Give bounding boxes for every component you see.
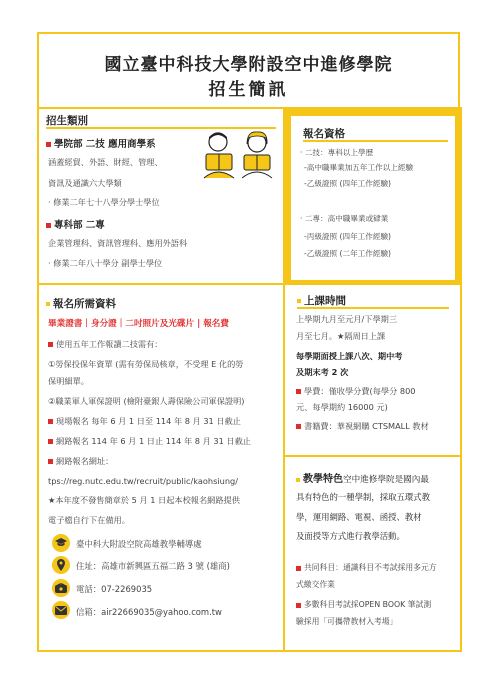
schedule-line: 學費：僅收學分費(每學分 800 [296, 385, 416, 397]
eligibility-line2: -高中職畢業加五年工作以上經驗 [304, 163, 414, 172]
schedule-line: 元、每學期約 16000 元) [296, 402, 388, 412]
left-frame-line [37, 107, 39, 283]
bullet-icon [46, 302, 50, 306]
bullet-icon [296, 478, 300, 482]
eligibility-line1: · 二技：專科以上學歷 [300, 148, 374, 157]
eligibility-line5: -丙級證照 (四年工作經驗) [304, 232, 392, 241]
documents-list: 畢業證書｜身分證｜二吋照片及光碟片 | 報名費 [48, 319, 229, 329]
features-line: 學，運用網路、電視、函授、教材 [296, 512, 422, 522]
college2-credit: · 修業二年八十學分 副學士學位 [48, 258, 163, 268]
eligibility-heading: 報名資格 [303, 128, 345, 140]
features-line: 驗採用「可攜帶教材入考場」 [296, 617, 398, 626]
contact-email[interactable]: 信箱：air22669035@yahoo.com.tw [76, 607, 222, 617]
documents-line: 網路報名網址： [48, 455, 113, 467]
eligibility-line6: -乙級證照 (二年工作經驗) [304, 249, 392, 258]
features-line: 及面授等方式進行教學活動。 [296, 531, 405, 541]
page-subtitle: 招生簡訊 [208, 80, 289, 100]
contact-org: 臺中科大附設空院高雄教學輔導處 [76, 539, 202, 549]
features-line: 共同科目：通識科目不考試採用多元方 [296, 562, 437, 574]
documents-line: ①勞保投保年資單 (需有勞保局核章，不受理 E 化的勞 [48, 359, 244, 369]
categories-heading: 招生類別 [46, 115, 88, 127]
heading-underline [303, 140, 448, 142]
schedule-line: 每學期面授上課八次、期中考 [296, 351, 403, 361]
college2-desc: 企業管理科、資訊管理科、應用外語科 [48, 238, 188, 248]
college1-heading: 學院部 二技 應用商學系 [46, 136, 156, 150]
eligibility-line4: · 二專：高中職畢業或肄業 [300, 214, 389, 223]
heading-underline [297, 307, 449, 309]
features-line: 具有特色的一種學制，採取五環式教 [296, 492, 430, 502]
contact-address: 住址：高雄市新興區五福二路 3 號 (雄商) [76, 561, 230, 571]
documents-line: ②職業軍人軍保證明 (檢附臺銀人壽保險公司軍保證明) [48, 396, 245, 406]
schedule-line: 及期末考 2 次 [296, 367, 349, 377]
horizontal-divider [285, 455, 460, 457]
bullet-icon [297, 299, 301, 303]
features-line: 式繳交作業 [296, 580, 335, 589]
features-line: 多數科目考試採OPEN BOOK 筆試測 [296, 599, 431, 611]
bullet-icon [46, 142, 51, 147]
bullet-icon [46, 223, 51, 228]
documents-line: ★本年度不發售簡章於 5 月 1 日起本校報名網路提供 [48, 495, 240, 505]
documents-line: 電子檔自行下在備用。 [48, 515, 130, 525]
documents-line: 保明細單。 [48, 376, 89, 386]
documents-heading: 報名所需資料 [46, 296, 116, 311]
college1-desc1: 涵蓋經貿、外語、財經、管理、 [48, 157, 163, 167]
vertical-divider [283, 283, 285, 652]
schedule-line: 月至七月。★隔周日上課 [296, 331, 386, 341]
features-heading: 教學特色空中進修學院是國內最 [296, 470, 429, 485]
documents-line: 現場報名 每年 6 月 1 日至 114 年 8 月 31 日截止 [48, 415, 241, 427]
college1-desc2: 資訊及通識六大學類 [48, 178, 122, 188]
registration-url[interactable]: tps://reg.nutc.edu.tw/recruit/public/kaohsiung/ [48, 476, 238, 486]
contact-phone[interactable]: 電話：07-2269035 [76, 584, 153, 594]
page-title: 國立臺中科技大學附設空中進修學院 [104, 55, 393, 75]
documents-line: 使用五年工作報讀二技需有： [48, 338, 162, 350]
college2-heading: 專科部 二專 [46, 217, 105, 231]
title-box [37, 32, 460, 109]
documents-line: 網路報名 114 年 6 月 1 日止 114 年 8 月 31 日截止 [48, 435, 251, 447]
mail-icon [52, 601, 70, 619]
college1-credit: · 修業二年七十八學分學士學位 [48, 197, 160, 207]
graduation-cap-icon [52, 534, 70, 552]
phone-icon [52, 579, 70, 597]
schedule-line: 書籍費：華視網購 CTSMALL 教材 [296, 420, 429, 432]
eligibility-line3: -乙級證照 (四年工作經驗) [304, 179, 392, 188]
schedule-heading: 上課時間 [297, 293, 346, 308]
students-reading-illustration [200, 128, 278, 180]
map-pin-icon [52, 556, 70, 574]
schedule-line: 上學期九月至元月/下學期三 [296, 314, 398, 324]
